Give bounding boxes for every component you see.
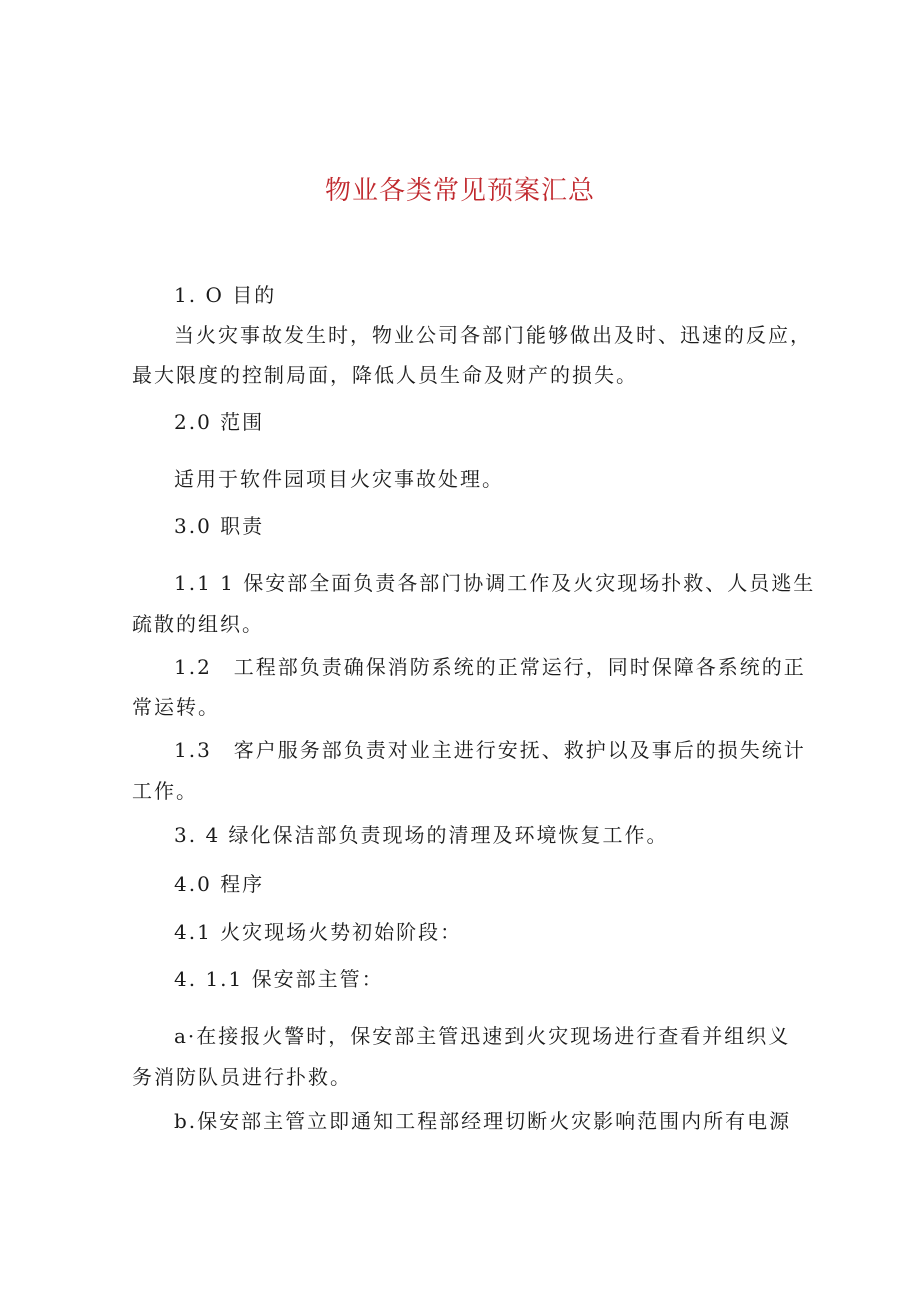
subsection-heading: 4.1 火灾现场火势初始阶段： xyxy=(174,920,463,944)
paragraph-line: 最大限度的控制局面，降低人员生命及财产的损失。 xyxy=(132,363,638,387)
section-heading-purpose: 1. O 目的 xyxy=(174,283,277,307)
paragraph-line: b.保安部主管立即通知工程部经理切断火灾影响范围内所有电源 xyxy=(174,1109,792,1133)
paragraph-line: 3. 4 绿化保洁部负责现场的清理及环境恢复工作。 xyxy=(174,823,669,847)
paragraph-line: 1.2 工程部负责确保消防系统的正常运行，同时保障各系统的正 xyxy=(174,655,806,679)
paragraph-line: 务消防队员进行扑救。 xyxy=(132,1065,352,1089)
section-heading-duties: 3.0 职责 xyxy=(174,514,265,538)
paragraph-line: 常运转。 xyxy=(132,695,220,719)
section-heading-scope: 2.0 范围 xyxy=(174,410,265,434)
paragraph-line: 1.1 1 保安部全面负责各部门协调工作及火灾现场扑救、人员逃生 xyxy=(174,571,816,595)
paragraph-line: 适用于软件园项目火灾事故处理。 xyxy=(174,467,504,491)
section-heading-procedure: 4.0 程序 xyxy=(174,872,265,896)
document-title: 物业各类常见预案汇总 xyxy=(324,176,595,206)
paragraph-line: 当火灾事故发生时，物业公司各部门能够做出及时、迅速的反应， xyxy=(174,323,812,347)
paragraph-line: 1.3 客户服务部负责对业主进行安抚、救护以及事后的损失统计 xyxy=(174,738,806,762)
subsection-heading: 4. 1.1 保安部主管： xyxy=(174,967,384,991)
paragraph-line: 疏散的组织。 xyxy=(132,612,264,636)
paragraph-line: 工作。 xyxy=(132,779,198,803)
paragraph-line: a·在接报火警时，保安部主管迅速到火灾现场进行查看并组织义 xyxy=(174,1024,791,1048)
